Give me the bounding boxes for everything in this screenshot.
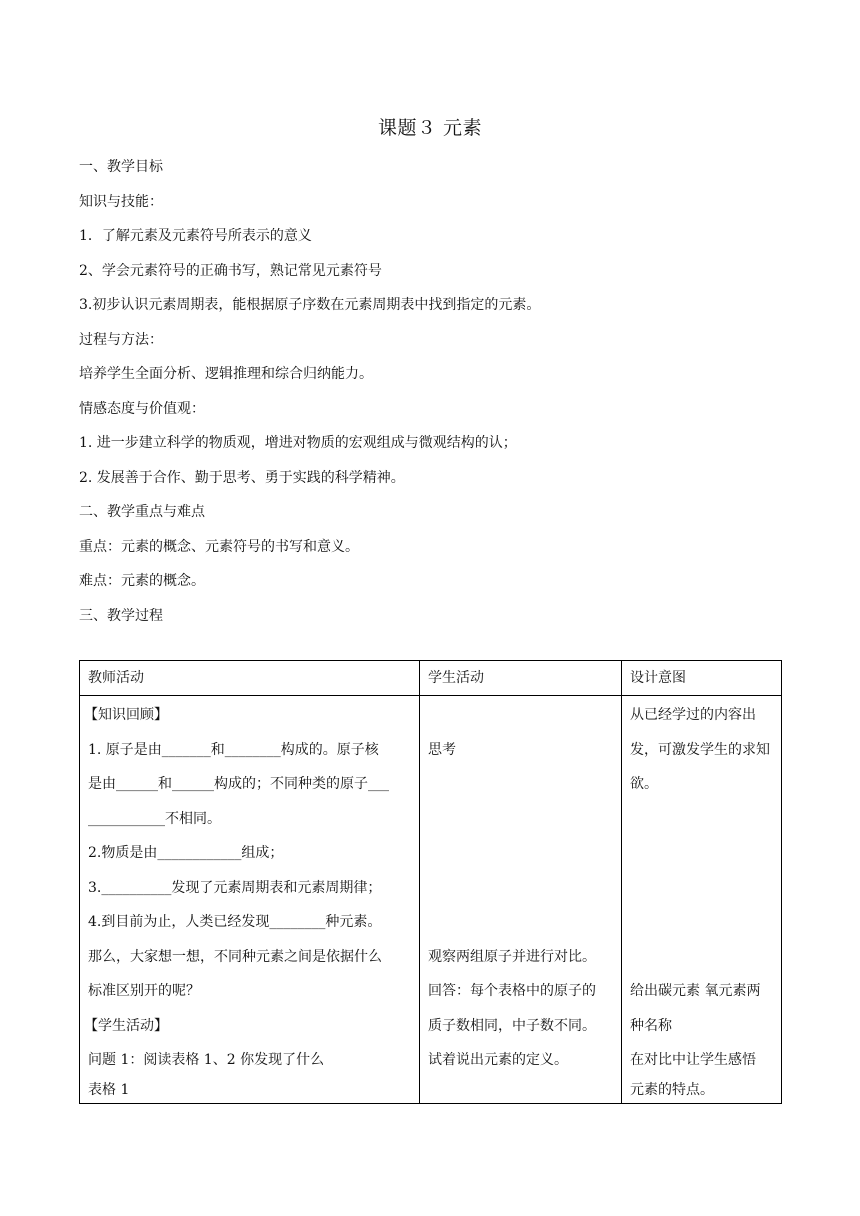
intent-line: 给出碳元素 氧元素两 [630,983,761,999]
difficult-point: 难点：元素的概念。 [79,573,205,589]
knowledge-heading: 知识与技能： [79,194,163,210]
teacher-line: ___________不相同。 [88,811,221,827]
teacher-line: 3.__________发现了元素周期表和元素周期律； [88,880,382,896]
intent-line: 种名称 [630,1018,672,1034]
section-heading-process: 三、教学过程 [79,608,163,624]
intent-line: 从已经学过的内容出 [630,707,756,723]
knowledge-item-3: 3.初步认识元素周期表，能根据原子序数在元素周期表中找到指定的元素。 [79,297,541,313]
key-point: 重点：元素的概念、元素符号的书写和意义。 [79,539,359,555]
section-heading-key-points: 二、教学重点与难点 [79,504,205,520]
knowledge-item-2: 2、学会元素符号的正确书写，熟记常见元素符号 [79,263,382,279]
teacher-line: 【学生活动】 [84,1018,168,1034]
teacher-line: 那么，大家想一想，不同种元素之间是依据什么 [88,949,382,965]
header-student-activity: 学生活动 [420,661,622,696]
teaching-process-table [79,660,782,1104]
teacher-line: 表格 1 [88,1082,130,1098]
section-heading-objectives: 一、教学目标 [79,159,163,175]
student-line: 观察两组原子并进行对比。 [428,949,596,965]
emotion-item-1: 1. 进一步建立科学的物质观，增进对物质的宏观组成与微观结构的认； [79,435,517,451]
student-line: 质子数相同，中子数不同。 [428,1018,596,1034]
process-heading: 过程与方法： [79,332,163,348]
teacher-activity-cell [80,696,420,1104]
teacher-line: 标准区别开的呢？ [88,983,200,999]
header-teacher-activity: 教师活动 [80,661,420,696]
emotion-heading: 情感态度与价值观： [79,401,205,417]
teacher-line: 是由______和______构成的；不同种类的原子___ [88,776,389,792]
process-item: 培养学生全面分析、逻辑推理和综合归纳能力。 [79,366,373,382]
teacher-line: 【知识回顾】 [84,707,168,723]
table-row [80,696,782,1104]
emotion-item-2: 2. 发展善于合作、勤于思考、勇于实践的科学精神。 [79,470,405,486]
knowledge-item-1: 1．了解元素及元素符号所表示的意义 [79,228,312,244]
teacher-line: 1. 原子是由_______和________构成的。原子核 [88,742,379,758]
intent-line: 在对比中让学生感悟 [630,1052,756,1068]
teacher-line: 4.到目前为止，人类已经发现________种元素。 [88,914,382,930]
intent-line: 欲。 [630,776,658,792]
teacher-line: 2.物质是由____________组成； [88,845,284,861]
design-intent-cell [622,696,782,1104]
student-line: 回答：每个表格中的原子的 [428,983,596,999]
student-line: 试着说出元素的定义。 [428,1052,568,1068]
teacher-line: 问题 1：阅读表格 1、2 你发现了什么 [88,1052,325,1068]
student-line: 思考 [428,742,456,758]
table-header-row [80,661,782,696]
intent-line: 发，可激发学生的求知 [630,742,770,758]
student-activity-cell [420,696,622,1104]
intent-line: 元素的特点。 [630,1082,714,1098]
header-design-intent: 设计意图 [622,661,782,696]
page-title: 课题３ 元素 [377,117,483,139]
